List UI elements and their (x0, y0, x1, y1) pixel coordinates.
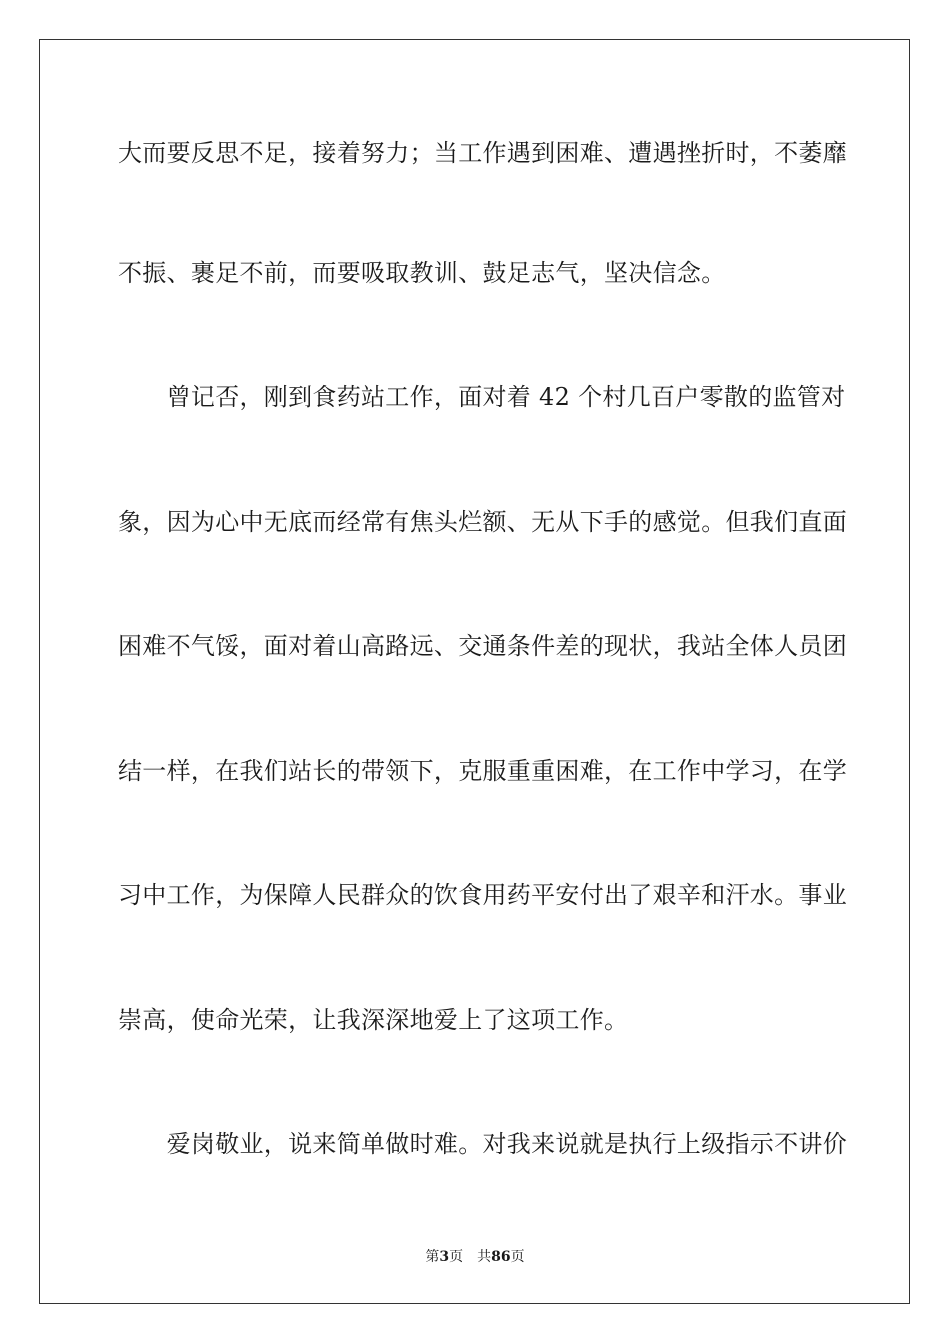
page-footer (0, 1248, 950, 1266)
body-text-line: 爱岗敬业，说来简单做时难。对我来说就是执行上级指示不讲价 (118, 1130, 847, 1158)
body-text-line: 不振、裹足不前，而要吸取教训、鼓足志气，坚决信念。 (118, 259, 726, 287)
page-border (39, 39, 910, 1304)
body-text-line: 困难不气馁，面对着山高路远、交通条件差的现状，我站全体人员团 (118, 632, 847, 660)
body-text-line: 大而要反思不足，接着努力；当工作遇到困难、遭遇挫折时，不萎靡 (118, 139, 847, 167)
body-text-line: 结一样，在我们站长的带领下，克服重重困难，在工作中学习，在学 (118, 757, 847, 785)
body-text-line: 习中工作，为保障人民群众的饮食用药平安付出了艰辛和汗水。事业 (118, 881, 847, 909)
body-text-line: 象，因为心中无底而经常有焦头烂额、无从下手的感觉。但我们直面 (118, 508, 847, 536)
body-text-line: 曾记否，刚到食药站工作，面对着 42 个村几百户零散的监管对 (118, 383, 846, 411)
body-text-line: 崇高，使命光荣，让我深深地爱上了这项工作。 (118, 1006, 629, 1034)
total-pages-label: 共86页 (477, 1249, 525, 1265)
page-number-label: 第3页 (425, 1249, 464, 1265)
